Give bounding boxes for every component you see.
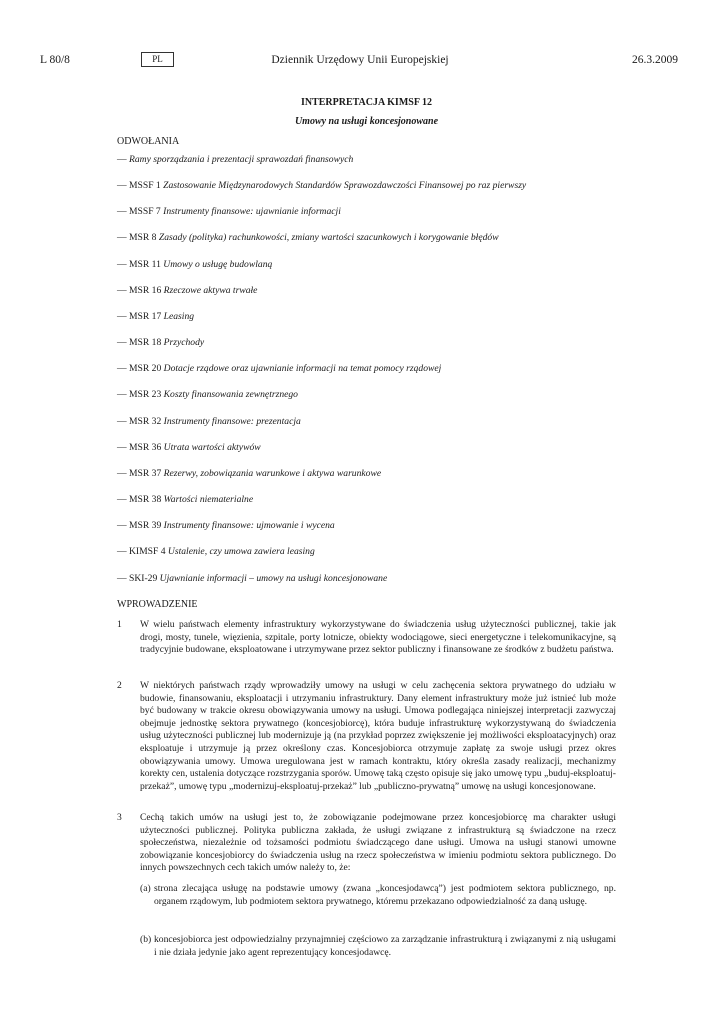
introduction-heading: WPROWADZENIE [117, 599, 198, 610]
paragraph [117, 680, 616, 793]
paragraph-number: 3 [117, 812, 122, 823]
subpoint-label: (b) [140, 934, 152, 945]
reference-item: — MSR 8 Zasady (polityka) rachunkowości, zmiany wartości szacunkowych i korygowanie błędów [117, 232, 499, 243]
reference-item: — MSR 38 Wartości niematerialne [117, 494, 254, 505]
paragraph [117, 812, 616, 875]
reference-item: — MSSF 7 Instrumenty finansowe: ujawnianie informacji [117, 206, 341, 217]
reference-item: — MSR 18 Przychody [117, 337, 205, 348]
reference-item: — MSR 37 Rezerwy, zobowiązania warunkowe i aktywa warunkowe [117, 468, 382, 479]
reference-item: — MSR 17 Leasing [117, 311, 195, 322]
subpoint-label: (a) [140, 883, 151, 894]
paragraph-text: W wielu państwach elementy infrastruktury wykorzystywane do świadczenia usług użyteczności publicznej, takie jak drogi, mosty, tunele, więzienia, szpitale, porty lotnicze, obiekty wodociągowe, sieci energetyczne i telekomunikacyjne, są tradycyjnie budowane, eksploatowane i utrzymywane przez sektor publiczny i finansowane ze środków z budżetu państwa. [140, 619, 616, 656]
reference-item: — MSSF 1 Zastosowanie Międzynarodowych Standardów Sprawozdawczości Finansowej po raz pierwszy [117, 180, 527, 191]
publication-date: 26.3.2009 [632, 54, 678, 66]
paragraph-text: W niektórych państwach rządy wprowadziły umowy na usługi w celu zachęcenia sektora prywatnego do udziału w budowie, finansowaniu, eksploatacji i utrzymaniu infrastruktury. Dany element infrastruktury może już istnieć lub może być budowany w trakcie okresu obowiązywania umowy na usługi. Umowa podlegająca niniejszej interpretacji zazwyczaj obejmuje jednostkę sektora prywatnego (koncesjobiorcę), która buduje infrastrukturę wykorzystywaną do świadczenia usług użyteczności publicznej lub modernizuje ją (na przykład poprzez zwiększenie jej możliwości eksploatacyjnych) oraz eksploatuje i utrzymuje ją przez określony czas. Koncesjobiorca otrzymuje zapłatę za swoje usługi przez okres obowiązywania umowy. Umowa uregulowana jest w ramach kontraktu, który określa zasady realizacji, mechanizmy korekty cen, ustalenia dotyczące rozstrzygania sporów. Umowę taką często opisuje się jako umowę typu „buduj-eksploatuj-przekaż”, umowę typu „modernizuj-eksploatuj-przekaż” lub „publiczno-prywatną” umowę na usługi koncesjonowane. [140, 680, 616, 792]
reference-item: — MSR 16 Rzeczowe aktywa trwałe [117, 285, 258, 296]
references-heading: ODWOŁANIA [117, 136, 180, 147]
reference-item: — Ramy sporządzania i prezentacji sprawozdań finansowych [117, 154, 354, 165]
paragraph-number: 1 [117, 619, 122, 630]
reference-item: — KIMSF 4 Ustalenie, czy umowa zawiera leasing [117, 546, 315, 557]
paragraph [117, 619, 616, 657]
journal-title: Dziennik Urzędowy Unii Europejskiej [271, 54, 449, 66]
page-reference: L 80/8 [40, 54, 70, 66]
document-subtitle: Umowy na usługi koncesjonowane [294, 116, 439, 127]
reference-item: — MSR 39 Instrumenty finansowe: ujmowanie i wycena [117, 520, 335, 531]
reference-item: — MSR 32 Instrumenty finansowe: prezentacja [117, 416, 301, 427]
language-badge: PL [141, 52, 174, 67]
paragraph-text: Cechą takich umów na usługi jest to, że zobowiązanie podejmowane przez koncesjobiorcę ma charakter usługi użyteczności publicznej. Polityka publiczna zakłada, że usługi związane z infrastrukturą są świadczone na rzecz społeczeństwa, niezależnie od tożsamości podmiotu świadczącego dane usługi. Umowa na usługi stanowi umowne zobowiązanie koncesjobiorcy do świadczenia usług na rzecz społeczeństwa w imieniu podmiotu sektora publicznego. Do innych powszechnych cech takich umów należy to, że: [140, 812, 616, 874]
subpoint [140, 934, 616, 959]
document-title: INTERPRETACJA KIMSF 12 [300, 97, 433, 108]
reference-item: — MSR 20 Dotacje rządowe oraz ujawnianie informacji na temat pomocy rządowej [117, 363, 442, 374]
subpoint [140, 883, 616, 908]
subpoint-text: koncesjobiorca jest odpowiedzialny przynajmniej częściowo za zarządzanie infrastrukturą i związanymi z nią usługami i nie działa jedynie jako agent reprezentujący koncesjodawcę. [154, 934, 616, 958]
reference-item: — MSR 23 Koszty finansowania zewnętrznego [117, 389, 298, 400]
reference-item: — MSR 11 Umowy o usługę budowlaną [117, 259, 273, 270]
paragraph-number: 2 [117, 680, 122, 691]
reference-item: — MSR 36 Utrata wartości aktywów [117, 442, 261, 453]
subpoint-text: strona zlecająca usługę na podstawie umowy (zwana „koncesjodawcą”) jest podmiotem sektora publicznego, np. organem rządowym, lub podmiotem sektora prywatnego, któremu przekazano odpowiedzialność za daną usługę. [154, 883, 616, 907]
reference-item: — SKI-29 Ujawnianie informacji – umowy na usługi koncesjonowane [117, 573, 388, 584]
page-header [40, 52, 680, 68]
